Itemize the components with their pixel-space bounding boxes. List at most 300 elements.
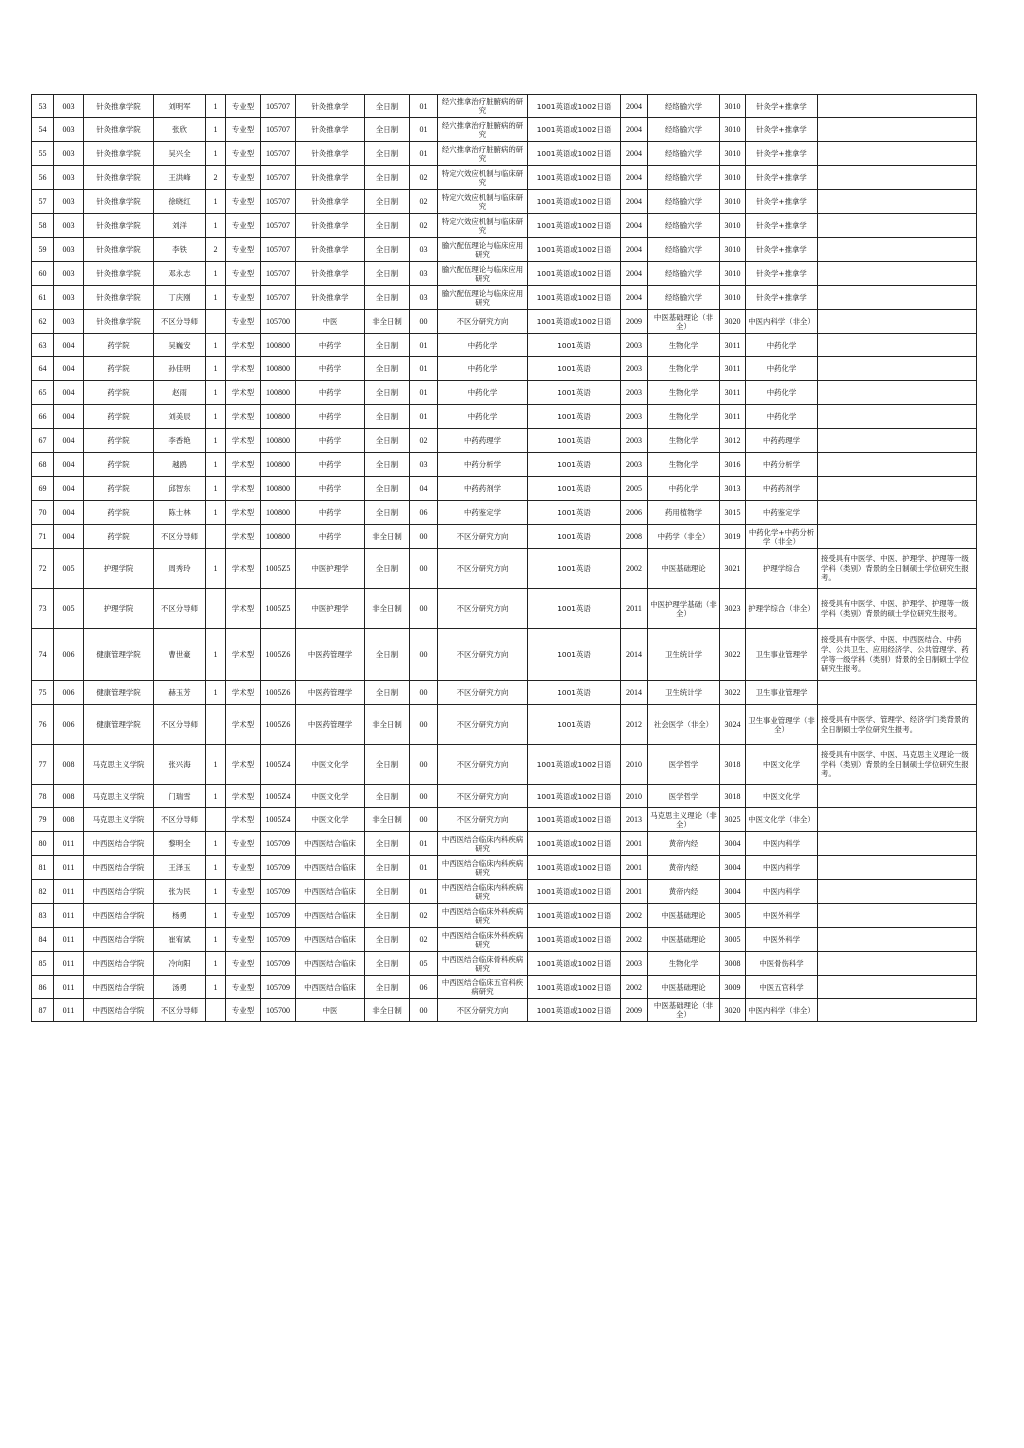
exam-subject-cell: 经络腧穴学 (648, 238, 720, 262)
major-cell: 针灸推拿学 (296, 118, 365, 142)
direction-code-cell: 00 (410, 785, 438, 808)
quota-cell: 1 (206, 381, 226, 405)
major-code-cell: 105707 (261, 118, 296, 142)
foreign-language-cell: 1001英语或1002日语 (528, 310, 621, 334)
direction-code-cell: 00 (410, 705, 438, 745)
tutor-cell: 王泽玉 (154, 856, 206, 880)
degree-type-cell: 学术型 (226, 429, 261, 453)
quota-cell: 1 (206, 286, 226, 310)
table-row (32, 118, 977, 142)
foreign-language-cell: 1001英语或1002日语 (528, 832, 621, 856)
seq-cell: 85 (32, 952, 54, 976)
department-cell: 药学院 (84, 453, 154, 477)
quota-cell: 1 (206, 856, 226, 880)
dept-code-cell: 003 (54, 142, 84, 166)
remark-cell (818, 832, 977, 856)
quota-cell: 1 (206, 832, 226, 856)
tutor-cell: 丁庆刚 (154, 286, 206, 310)
major-code-cell: 100800 (261, 381, 296, 405)
exam-subject-cell: 卫生统计学 (648, 629, 720, 681)
research-direction-cell: 不区分研究方向 (438, 629, 528, 681)
major-code-cell: 100800 (261, 357, 296, 381)
dept-code-cell: 006 (54, 629, 84, 681)
degree-type-cell: 专业型 (226, 976, 261, 999)
study-mode-cell: 全日制 (365, 118, 410, 142)
study-mode-cell: 全日制 (365, 477, 410, 501)
study-mode-cell: 全日制 (365, 952, 410, 976)
department-cell: 健康管理学院 (84, 629, 154, 681)
research-direction-cell: 中西医结合临床内科疾病研究 (438, 856, 528, 880)
dept-code-cell: 008 (54, 745, 84, 785)
department-cell: 健康管理学院 (84, 705, 154, 745)
quota-cell: 1 (206, 880, 226, 904)
retest-code-cell: 3019 (720, 525, 746, 549)
dept-code-cell: 003 (54, 310, 84, 334)
dept-code-cell: 003 (54, 286, 84, 310)
study-mode-cell: 全日制 (365, 286, 410, 310)
table-row (32, 629, 977, 681)
direction-code-cell: 00 (410, 999, 438, 1022)
table-row (32, 405, 977, 429)
seq-cell: 84 (32, 928, 54, 952)
major-code-cell: 105709 (261, 976, 296, 999)
exam-code-cell: 2013 (621, 808, 648, 832)
department-cell: 中西医结合学院 (84, 880, 154, 904)
exam-code-cell: 2010 (621, 785, 648, 808)
dept-code-cell: 004 (54, 405, 84, 429)
study-mode-cell: 全日制 (365, 832, 410, 856)
exam-code-cell: 2004 (621, 238, 648, 262)
table-row (32, 214, 977, 238)
research-direction-cell: 中药化学 (438, 381, 528, 405)
research-direction-cell: 不区分研究方向 (438, 310, 528, 334)
exam-code-cell: 2003 (621, 405, 648, 429)
tutor-cell: 刘洋 (154, 214, 206, 238)
foreign-language-cell: 1001英语或1002日语 (528, 952, 621, 976)
retest-subject-cell: 针灸学+推拿学 (746, 142, 818, 166)
tutor-cell: 徐晓红 (154, 190, 206, 214)
quota-cell: 1 (206, 928, 226, 952)
tutor-cell: 邱智东 (154, 477, 206, 501)
seq-cell: 65 (32, 381, 54, 405)
remark-cell (818, 214, 977, 238)
retest-code-cell: 3012 (720, 429, 746, 453)
exam-subject-cell: 中药化学 (648, 477, 720, 501)
remark-cell (818, 381, 977, 405)
remark-cell: 接受具有中医学、中医、马克思主义理论一级学科（类别）背景的全日制硕士学位研究生报考。 (818, 745, 977, 785)
research-direction-cell: 中西医结合临床外科疾病研究 (438, 928, 528, 952)
retest-subject-cell: 中药分析学 (746, 453, 818, 477)
foreign-language-cell: 1001英语或1002日语 (528, 166, 621, 190)
quota-cell: 1 (206, 501, 226, 525)
tutor-cell: 冷向阳 (154, 952, 206, 976)
quota-cell: 2 (206, 238, 226, 262)
table-row (32, 681, 977, 705)
major-code-cell: 1005Z4 (261, 745, 296, 785)
department-cell: 中西医结合学院 (84, 928, 154, 952)
seq-cell: 76 (32, 705, 54, 745)
exam-code-cell: 2009 (621, 999, 648, 1022)
major-code-cell: 1005Z6 (261, 629, 296, 681)
degree-type-cell: 专业型 (226, 190, 261, 214)
exam-subject-cell: 经络腧穴学 (648, 95, 720, 118)
major-cell: 针灸推拿学 (296, 190, 365, 214)
major-cell: 中西医结合临床 (296, 976, 365, 999)
quota-cell: 1 (206, 214, 226, 238)
retest-code-cell: 3022 (720, 681, 746, 705)
research-direction-cell: 中药药理学 (438, 429, 528, 453)
remark-cell (818, 525, 977, 549)
major-code-cell: 100800 (261, 429, 296, 453)
quota-cell: 1 (206, 629, 226, 681)
major-cell: 中药学 (296, 453, 365, 477)
quota-cell: 1 (206, 118, 226, 142)
degree-type-cell: 专业型 (226, 880, 261, 904)
seq-cell: 81 (32, 856, 54, 880)
table-row (32, 705, 977, 745)
direction-code-cell: 03 (410, 453, 438, 477)
dept-code-cell: 011 (54, 856, 84, 880)
foreign-language-cell: 1001英语 (528, 629, 621, 681)
quota-cell: 1 (206, 681, 226, 705)
major-code-cell: 100800 (261, 477, 296, 501)
research-direction-cell: 不区分研究方向 (438, 525, 528, 549)
tutor-cell: 周秀玲 (154, 549, 206, 589)
major-code-cell: 105709 (261, 928, 296, 952)
direction-code-cell: 02 (410, 429, 438, 453)
retest-subject-cell: 针灸学+推拿学 (746, 214, 818, 238)
retest-subject-cell: 中医内科学 (746, 880, 818, 904)
research-direction-cell: 不区分研究方向 (438, 549, 528, 589)
major-code-cell: 105700 (261, 310, 296, 334)
major-cell: 针灸推拿学 (296, 286, 365, 310)
quota-cell: 1 (206, 357, 226, 381)
research-direction-cell: 中药化学 (438, 357, 528, 381)
department-cell: 针灸推拿学院 (84, 262, 154, 286)
retest-code-cell: 3011 (720, 405, 746, 429)
exam-subject-cell: 生物化学 (648, 357, 720, 381)
dept-code-cell: 004 (54, 453, 84, 477)
quota-cell (206, 808, 226, 832)
table-row (32, 357, 977, 381)
study-mode-cell: 全日制 (365, 745, 410, 785)
retest-code-cell: 3010 (720, 118, 746, 142)
major-code-cell: 105707 (261, 166, 296, 190)
study-mode-cell: 全日制 (365, 681, 410, 705)
major-code-cell: 105709 (261, 952, 296, 976)
direction-code-cell: 02 (410, 190, 438, 214)
exam-subject-cell: 中药学（非全） (648, 525, 720, 549)
study-mode-cell: 全日制 (365, 880, 410, 904)
remark-cell (818, 357, 977, 381)
department-cell: 护理学院 (84, 589, 154, 629)
direction-code-cell: 05 (410, 952, 438, 976)
table-row (32, 808, 977, 832)
dept-code-cell: 003 (54, 118, 84, 142)
quota-cell: 1 (206, 453, 226, 477)
exam-subject-cell: 经络腧穴学 (648, 262, 720, 286)
quota-cell: 1 (206, 334, 226, 357)
research-direction-cell: 特定穴效应机制与临床研究 (438, 166, 528, 190)
exam-subject-cell: 经络腧穴学 (648, 214, 720, 238)
table-row (32, 589, 977, 629)
major-code-cell: 1005Z5 (261, 589, 296, 629)
direction-code-cell: 02 (410, 214, 438, 238)
table-row (32, 310, 977, 334)
remark-cell (818, 310, 977, 334)
remark-cell (818, 976, 977, 999)
department-cell: 马克思主义学院 (84, 785, 154, 808)
major-cell: 中西医结合临床 (296, 952, 365, 976)
direction-code-cell: 03 (410, 238, 438, 262)
direction-code-cell: 00 (410, 589, 438, 629)
retest-subject-cell: 中药药理学 (746, 429, 818, 453)
dept-code-cell: 003 (54, 95, 84, 118)
major-cell: 中药学 (296, 405, 365, 429)
table-row (32, 477, 977, 501)
seq-cell: 64 (32, 357, 54, 381)
retest-subject-cell: 中医文化学（非全） (746, 808, 818, 832)
seq-cell: 70 (32, 501, 54, 525)
retest-code-cell: 3020 (720, 310, 746, 334)
department-cell: 中西医结合学院 (84, 999, 154, 1022)
retest-subject-cell: 中药药剂学 (746, 477, 818, 501)
research-direction-cell: 中西医结合临床内科疾病研究 (438, 832, 528, 856)
quota-cell: 1 (206, 976, 226, 999)
seq-cell: 74 (32, 629, 54, 681)
study-mode-cell: 全日制 (365, 549, 410, 589)
table-body (32, 95, 977, 1022)
quota-cell: 1 (206, 429, 226, 453)
degree-type-cell: 学术型 (226, 549, 261, 589)
exam-code-cell: 2005 (621, 477, 648, 501)
department-cell: 中西医结合学院 (84, 904, 154, 928)
exam-subject-cell: 经络腧穴学 (648, 118, 720, 142)
foreign-language-cell: 1001英语或1002日语 (528, 880, 621, 904)
exam-subject-cell: 黄帝内经 (648, 856, 720, 880)
major-cell: 中药学 (296, 334, 365, 357)
exam-subject-cell: 生物化学 (648, 429, 720, 453)
major-code-cell: 100800 (261, 405, 296, 429)
table-row (32, 928, 977, 952)
dept-code-cell: 004 (54, 477, 84, 501)
exam-code-cell: 2008 (621, 525, 648, 549)
tutor-cell: 张为民 (154, 880, 206, 904)
dept-code-cell: 008 (54, 808, 84, 832)
direction-code-cell: 03 (410, 262, 438, 286)
direction-code-cell: 00 (410, 681, 438, 705)
retest-code-cell: 3021 (720, 549, 746, 589)
tutor-cell: 邓永志 (154, 262, 206, 286)
direction-code-cell: 01 (410, 95, 438, 118)
seq-cell: 77 (32, 745, 54, 785)
dept-code-cell: 011 (54, 928, 84, 952)
study-mode-cell: 全日制 (365, 357, 410, 381)
degree-type-cell: 学术型 (226, 745, 261, 785)
major-cell: 中医文化学 (296, 808, 365, 832)
table-row (32, 999, 977, 1022)
seq-cell: 87 (32, 999, 54, 1022)
table-row (32, 238, 977, 262)
degree-type-cell: 学术型 (226, 589, 261, 629)
quota-cell: 1 (206, 785, 226, 808)
degree-type-cell: 学术型 (226, 808, 261, 832)
tutor-cell: 刘明军 (154, 95, 206, 118)
study-mode-cell: 全日制 (365, 429, 410, 453)
remark-cell (818, 95, 977, 118)
exam-subject-cell: 中医基础理论（非全） (648, 999, 720, 1022)
degree-type-cell: 学术型 (226, 785, 261, 808)
exam-code-cell: 2012 (621, 705, 648, 745)
department-cell: 中西医结合学院 (84, 952, 154, 976)
major-code-cell: 105707 (261, 190, 296, 214)
research-direction-cell: 腧穴配伍理论与临床应用研究 (438, 238, 528, 262)
dept-code-cell: 011 (54, 880, 84, 904)
exam-subject-cell: 医学哲学 (648, 745, 720, 785)
department-cell: 药学院 (84, 357, 154, 381)
major-code-cell: 1005Z4 (261, 808, 296, 832)
study-mode-cell: 非全日制 (365, 310, 410, 334)
seq-cell: 63 (32, 334, 54, 357)
retest-subject-cell: 护理学综合（非全） (746, 589, 818, 629)
tutor-cell: 不区分导师 (154, 525, 206, 549)
table-row (32, 549, 977, 589)
remark-cell (818, 453, 977, 477)
quota-cell: 1 (206, 405, 226, 429)
retest-subject-cell: 中医内科学 (746, 832, 818, 856)
research-direction-cell: 特定穴效应机制与临床研究 (438, 214, 528, 238)
quota-cell: 1 (206, 262, 226, 286)
exam-code-cell: 2003 (621, 334, 648, 357)
research-direction-cell: 不区分研究方向 (438, 785, 528, 808)
retest-subject-cell: 针灸学+推拿学 (746, 190, 818, 214)
degree-type-cell: 专业型 (226, 95, 261, 118)
quota-cell: 1 (206, 477, 226, 501)
research-direction-cell: 中药化学 (438, 334, 528, 357)
retest-subject-cell: 中医文化学 (746, 785, 818, 808)
exam-subject-cell: 中医基础理论 (648, 976, 720, 999)
retest-subject-cell: 中医外科学 (746, 928, 818, 952)
department-cell: 药学院 (84, 477, 154, 501)
department-cell: 针灸推拿学院 (84, 286, 154, 310)
seq-cell: 62 (32, 310, 54, 334)
exam-subject-cell: 生物化学 (648, 405, 720, 429)
tutor-cell: 门瑞雪 (154, 785, 206, 808)
study-mode-cell: 全日制 (365, 190, 410, 214)
foreign-language-cell: 1001英语或1002日语 (528, 238, 621, 262)
study-mode-cell: 非全日制 (365, 808, 410, 832)
research-direction-cell: 不区分研究方向 (438, 999, 528, 1022)
major-code-cell: 105709 (261, 880, 296, 904)
department-cell: 针灸推拿学院 (84, 118, 154, 142)
quota-cell: 1 (206, 952, 226, 976)
exam-code-cell: 2010 (621, 745, 648, 785)
degree-type-cell: 专业型 (226, 952, 261, 976)
seq-cell: 71 (32, 525, 54, 549)
retest-code-cell: 3016 (720, 453, 746, 477)
seq-cell: 80 (32, 832, 54, 856)
dept-code-cell: 003 (54, 238, 84, 262)
study-mode-cell: 全日制 (365, 166, 410, 190)
seq-cell: 68 (32, 453, 54, 477)
dept-code-cell: 011 (54, 832, 84, 856)
retest-subject-cell: 中医外科学 (746, 904, 818, 928)
major-code-cell: 105707 (261, 286, 296, 310)
major-cell: 中药学 (296, 477, 365, 501)
exam-code-cell: 2003 (621, 357, 648, 381)
remark-cell: 接受具有中医学、管理学、经济学门类背景的全日制硕士学位研究生报考。 (818, 705, 977, 745)
major-cell: 中西医结合临床 (296, 832, 365, 856)
retest-code-cell: 3022 (720, 629, 746, 681)
exam-subject-cell: 中医基础理论（非全） (648, 310, 720, 334)
seq-cell: 73 (32, 589, 54, 629)
retest-code-cell: 3011 (720, 381, 746, 405)
retest-subject-cell: 卫生事业管理学 (746, 629, 818, 681)
table-row (32, 142, 977, 166)
study-mode-cell: 全日制 (365, 381, 410, 405)
exam-subject-cell: 生物化学 (648, 334, 720, 357)
seq-cell: 72 (32, 549, 54, 589)
foreign-language-cell: 1001英语或1002日语 (528, 999, 621, 1022)
research-direction-cell: 中药化学 (438, 405, 528, 429)
exam-subject-cell: 黄帝内经 (648, 832, 720, 856)
degree-type-cell: 专业型 (226, 310, 261, 334)
table-row (32, 745, 977, 785)
table-row (32, 952, 977, 976)
admissions-table-sheet (31, 94, 976, 1022)
table-row (32, 832, 977, 856)
degree-type-cell: 专业型 (226, 214, 261, 238)
tutor-cell: 不区分导师 (154, 808, 206, 832)
foreign-language-cell: 1001英语 (528, 525, 621, 549)
direction-code-cell: 01 (410, 357, 438, 381)
research-direction-cell: 不区分研究方向 (438, 681, 528, 705)
major-code-cell: 1005Z6 (261, 705, 296, 745)
department-cell: 药学院 (84, 525, 154, 549)
study-mode-cell: 全日制 (365, 214, 410, 238)
exam-code-cell: 2002 (621, 549, 648, 589)
degree-type-cell: 学术型 (226, 525, 261, 549)
exam-code-cell: 2002 (621, 928, 648, 952)
quota-cell: 1 (206, 904, 226, 928)
major-cell: 针灸推拿学 (296, 238, 365, 262)
seq-cell: 61 (32, 286, 54, 310)
major-cell: 中医护理学 (296, 549, 365, 589)
tutor-cell: 张兴海 (154, 745, 206, 785)
quota-cell: 1 (206, 190, 226, 214)
remark-cell (818, 928, 977, 952)
seq-cell: 55 (32, 142, 54, 166)
direction-code-cell: 00 (410, 549, 438, 589)
exam-code-cell: 2004 (621, 95, 648, 118)
dept-code-cell: 004 (54, 381, 84, 405)
exam-code-cell: 2004 (621, 286, 648, 310)
foreign-language-cell: 1001英语或1002日语 (528, 745, 621, 785)
direction-code-cell: 02 (410, 928, 438, 952)
exam-subject-cell: 经络腧穴学 (648, 286, 720, 310)
research-direction-cell: 不区分研究方向 (438, 808, 528, 832)
major-code-cell: 1005Z6 (261, 681, 296, 705)
department-cell: 药学院 (84, 405, 154, 429)
research-direction-cell: 不区分研究方向 (438, 745, 528, 785)
quota-cell (206, 705, 226, 745)
study-mode-cell: 全日制 (365, 976, 410, 999)
department-cell: 健康管理学院 (84, 681, 154, 705)
retest-code-cell: 3010 (720, 142, 746, 166)
retest-subject-cell: 针灸学+推拿学 (746, 262, 818, 286)
major-code-cell: 105707 (261, 214, 296, 238)
dept-code-cell: 011 (54, 904, 84, 928)
